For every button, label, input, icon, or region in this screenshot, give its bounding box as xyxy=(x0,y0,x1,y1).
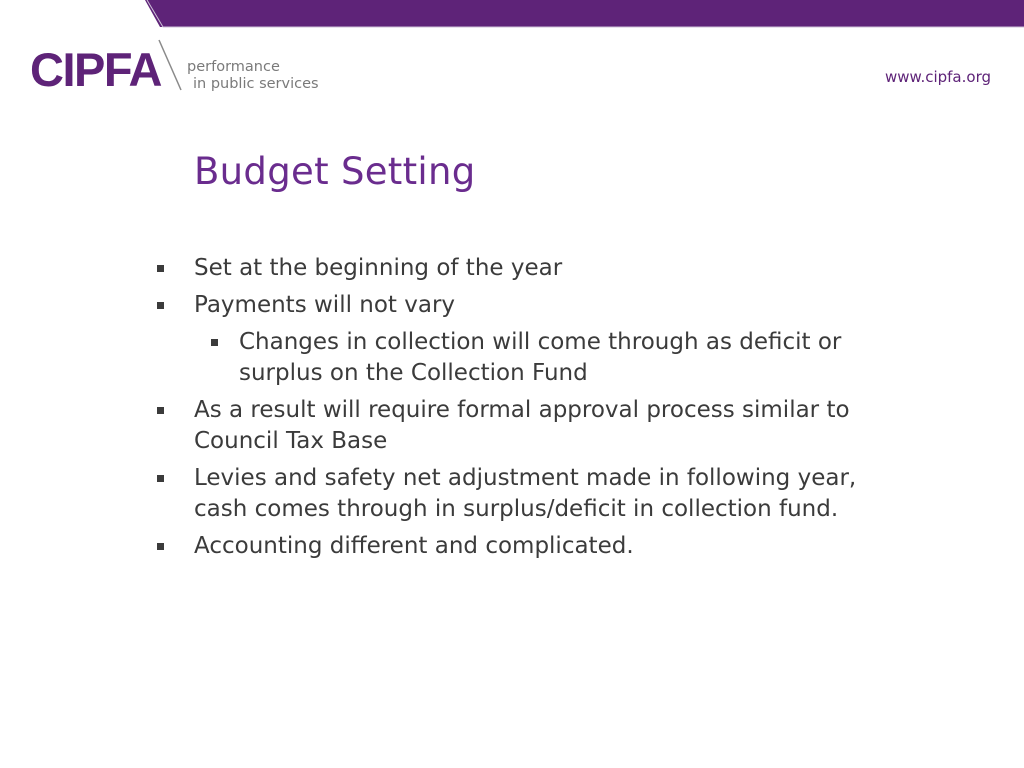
bullet-text: Changes in collection will come through as deficit or surplus on the Collection Fund xyxy=(239,329,842,386)
top-purple-band xyxy=(0,0,1024,28)
sub-bullet-item xyxy=(155,327,895,389)
square-bullet-icon xyxy=(157,302,164,309)
logo-brand-text: CIPFA xyxy=(30,43,161,96)
bullet-text: Payments will not vary xyxy=(194,292,456,318)
purple-band-shape xyxy=(145,0,1024,27)
bullet-item xyxy=(155,290,895,321)
square-bullet-icon xyxy=(157,265,164,272)
bullet-item xyxy=(155,463,895,525)
bullet-item xyxy=(155,531,895,562)
bullet-list xyxy=(155,253,895,568)
bullet-item xyxy=(155,253,895,284)
logo-tagline-line2: in public services xyxy=(193,76,319,92)
cipfa-logo xyxy=(30,38,320,98)
bullet-text: Levies and safety net adjustment made in following year, cash comes through in surplus/deficit in collection fund. xyxy=(194,465,857,522)
square-bullet-icon xyxy=(211,339,218,346)
square-bullet-icon xyxy=(157,543,164,550)
logo-tagline-line1: performance xyxy=(187,59,280,75)
bullet-text: Accounting different and complicated. xyxy=(194,533,634,559)
website-url[interactable]: www.cipfa.org xyxy=(885,68,991,86)
square-bullet-icon xyxy=(157,475,164,482)
bullet-item xyxy=(155,395,895,457)
bullet-text: Set at the beginning of the year xyxy=(194,255,563,281)
square-bullet-icon xyxy=(157,407,164,414)
slide-title: Budget Setting xyxy=(194,150,476,193)
bullet-text: As a result will require formal approval process similar to Council Tax Base xyxy=(194,397,850,454)
logo-divider-slash xyxy=(159,40,181,90)
